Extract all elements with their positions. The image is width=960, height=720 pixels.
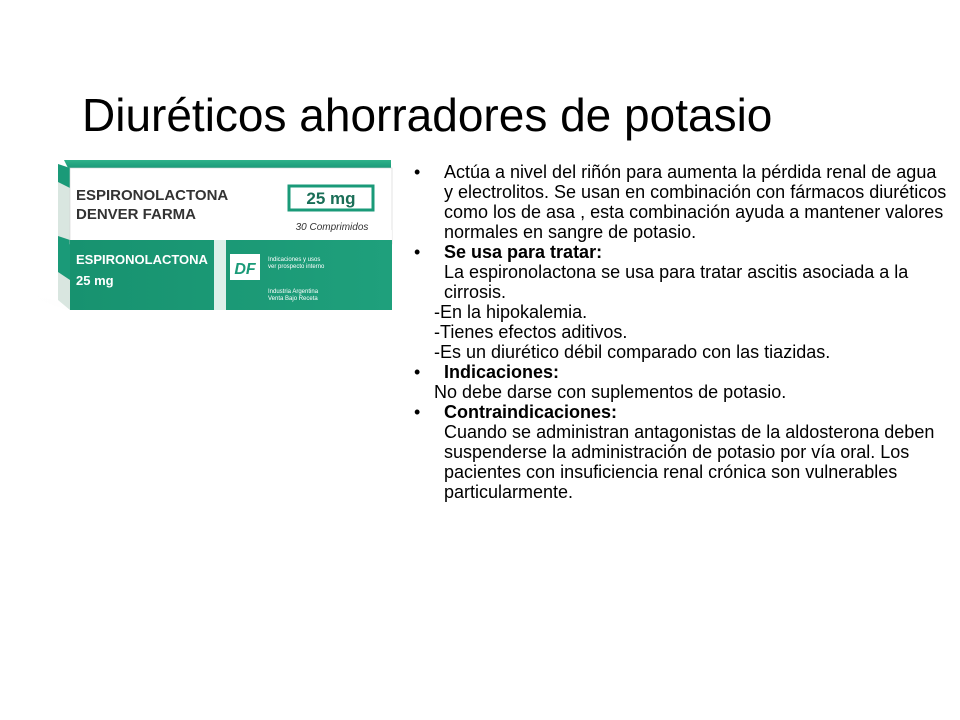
indications-heading: Indicaciones: [444, 362, 560, 382]
bullet-dot-icon: • [414, 242, 421, 262]
use-item: -Tienes efectos aditivos. [434, 322, 628, 342]
bullet-intro [410, 162, 950, 242]
box-info-line2: ver prospecto interno [268, 264, 325, 270]
bullet-dot-icon: • [414, 402, 421, 422]
box-front-name: ESPIRONOLACTONA [76, 252, 208, 267]
use-item: -Es un diurético débil comparado con las tiazidas. [434, 342, 831, 362]
bullet-contraindications [410, 402, 950, 422]
contraindications-heading: Contraindicaciones: [444, 402, 618, 422]
box-brand-line2: DENVER FARMA [76, 206, 197, 223]
intro-text: Actúa a nivel del riñón para aumenta la pérdida renal de agua y electrolitos. Se usan en combinación con fármacos diuréticos como los de asa , esta combinación ayuda a mantener valores normales en sangre de potasio. [444, 162, 947, 242]
medicine-box-illustration [6, 158, 396, 318]
bullet-indications [410, 362, 950, 382]
indications-text: No debe darse con suplementos de potasio. [434, 382, 787, 402]
bullet-dot-icon: • [414, 362, 421, 382]
contraindications-text: Cuando se administran antagonistas de la aldosterona deben suspenderse la administración de potasio por vía oral. Los pacientes con insuficiencia renal crónica son vulnerables particularmente. [444, 422, 935, 502]
product-box-image [6, 158, 396, 318]
box-front-dose: 25 mg [76, 273, 114, 288]
bullet-dot-icon: • [414, 162, 421, 182]
box-top [64, 160, 391, 168]
box-count: 30 Comprimidos [295, 222, 369, 233]
box-origin-line1: Industria Argentina [268, 289, 319, 295]
bullet-uses [410, 242, 950, 262]
uses-text: La espironolactona se usa para tratar ascitis asociada a la cirrosis. [444, 262, 909, 302]
df-logo-text: DF [234, 261, 256, 278]
box-info-line1: Indicaciones y usos [268, 257, 321, 263]
box-brand-line1: ESPIRONOLACTONA [76, 187, 229, 204]
box-origin-line2: Venta Bajo Receta [268, 296, 318, 302]
slide-title: Diuréticos ahorradores de potasio [82, 88, 773, 141]
use-item: -En la hipokalemia. [434, 302, 588, 322]
uses-heading: Se usa para tratar: [444, 242, 603, 262]
dose-badge-text: 25 mg [306, 189, 356, 208]
slide-content [410, 162, 950, 502]
